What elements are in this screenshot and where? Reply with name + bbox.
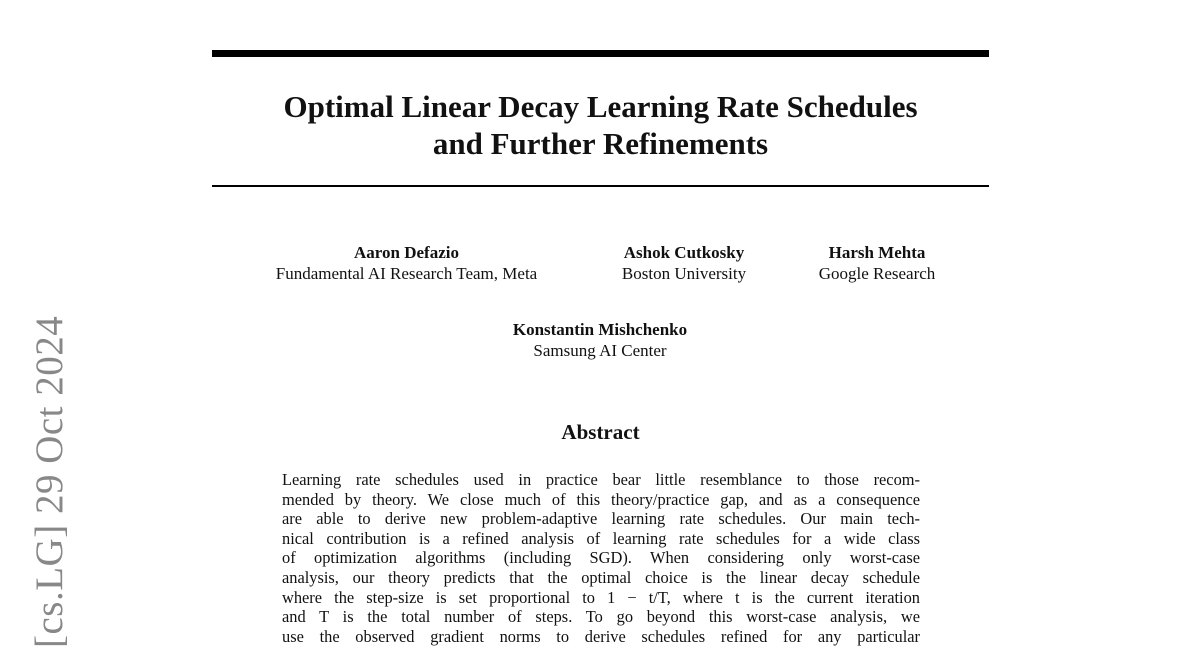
abstract-line: analysis, our theory predicts that the optimal choice is the linear decay schedule	[282, 567, 920, 587]
abstract-body	[282, 470, 920, 646]
abstract-line: mended by theory. We close much of this theory/practice gap, and as a consequence	[282, 489, 920, 509]
abstract-line: use the observed gradient norms to derive schedules refined for any particular	[282, 626, 920, 646]
abstract-heading: Abstract	[561, 420, 640, 444]
abstract-line: of optimization algorithms (including SGD). When considering only worst-case	[282, 548, 920, 568]
abstract-line: are able to derive new problem-adaptive learning rate schedules. Our main tech-	[282, 509, 920, 529]
author-name: Konstantin Mishchenko	[512, 320, 688, 339]
abstract-line: Learning rate schedules used in practice bear little resemblance to those recom-	[282, 470, 920, 489]
arxiv-stamp: [cs.LG] 29 Oct 2024	[28, 315, 71, 648]
title-line-2: and Further Refinements	[432, 126, 769, 161]
author-affiliation: Google Research	[818, 264, 936, 283]
author-name: Harsh Mehta	[828, 243, 926, 262]
author-block	[255, 242, 558, 284]
author-block	[440, 319, 760, 361]
author-name: Aaron Defazio	[354, 243, 459, 262]
title-top-rule	[212, 50, 989, 57]
author-block	[810, 242, 944, 284]
abstract-line: and T is the total number of steps. To go beyond this worst-case analysis, we	[282, 607, 920, 627]
author-block	[612, 242, 756, 284]
title-line-1: Optimal Linear Decay Learning Rate Schedules	[283, 89, 918, 124]
paper-title	[212, 88, 989, 162]
abstract-line: where the step-size is set proportional to 1 − t/T, where t is the current iteration	[282, 587, 920, 607]
author-name: Ashok Cutkosky	[623, 243, 745, 262]
title-bottom-rule	[212, 185, 989, 187]
author-affiliation: Boston University	[621, 264, 747, 283]
abstract-line: nical contribution is a refined analysis of learning rate schedules for a wide class	[282, 528, 920, 548]
author-affiliation: Fundamental AI Research Team, Meta	[275, 264, 538, 283]
author-affiliation: Samsung AI Center	[533, 341, 667, 360]
